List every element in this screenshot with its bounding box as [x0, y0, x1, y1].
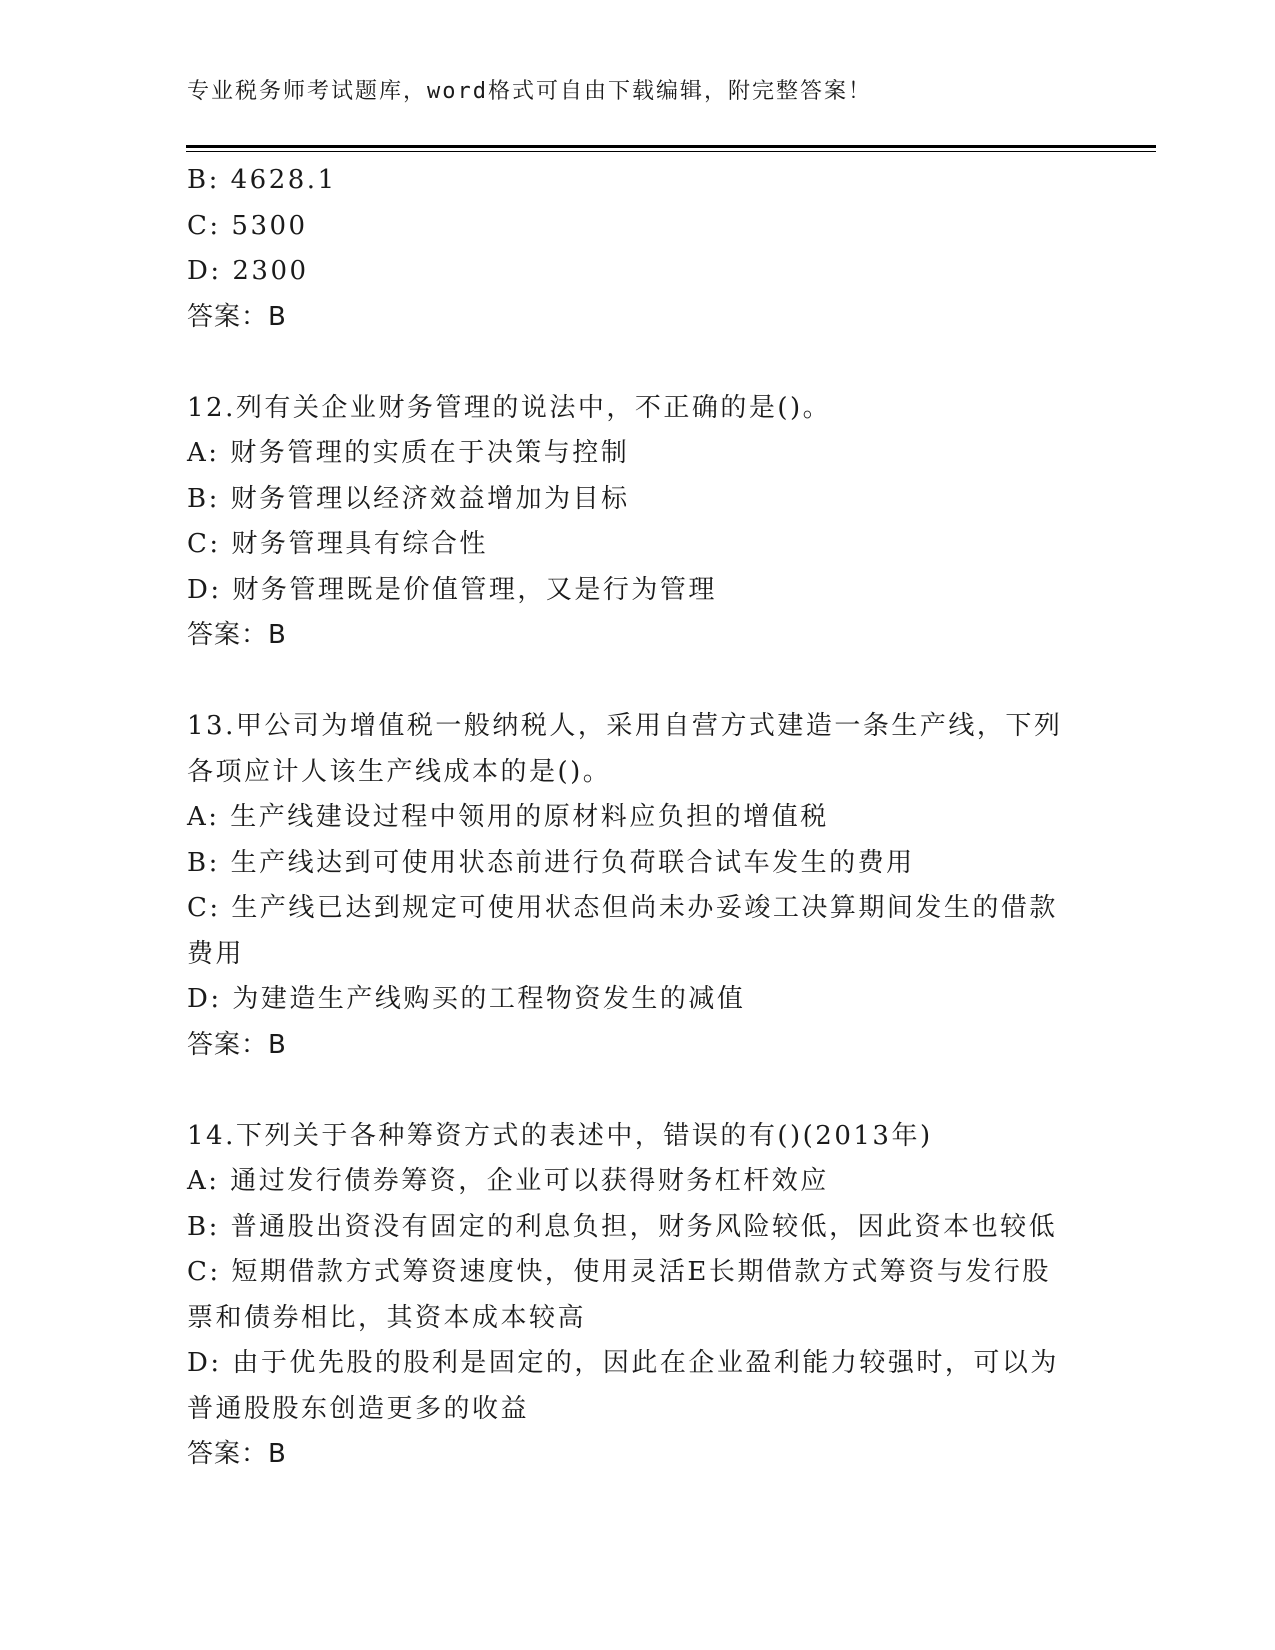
answer: 答案：B [187, 1029, 287, 1060]
answer: 答案：B [187, 620, 287, 650]
option-d-continued: 普通股股东创造更多的收益 [187, 1393, 530, 1424]
option-d: D: 财务管理既是价值管理，又是行为管理 [187, 574, 717, 605]
question-11-tail [187, 158, 1087, 340]
option-d: D: 2300 [187, 256, 309, 286]
option-c: C: 财务管理具有综合性 [187, 529, 488, 559]
option-d: D: 由于优先股的股利是固定的，因此在企业盈利能力较强时，可以为 [187, 1348, 1059, 1378]
option-b: B: 财务管理以经济效益增加为目标 [187, 483, 630, 514]
question-12 [187, 386, 1087, 659]
question-13 [187, 704, 1087, 1068]
option-d: D: 为建造生产线购买的工程物资发生的减值 [187, 984, 746, 1014]
option-c: C: 生产线已达到规定可使用状态但尚未办妥竣工决算期间发生的借款 [187, 893, 1058, 923]
question-stem: 12.列有关企业财务管理的说法中，不正确的是()。 [187, 392, 832, 423]
document-body [187, 158, 1087, 1478]
header-rule-thin [186, 151, 1156, 152]
option-c: C: 5300 [187, 210, 308, 241]
spacer [187, 659, 1087, 705]
question-stem-line-2: 各项应计人该生产线成本的是()。 [187, 756, 612, 787]
question-14 [187, 1114, 1087, 1478]
option-a: A: 生产线建设过程中领用的原材料应负担的增值税 [187, 802, 829, 832]
option-b: B: 生产线达到可使用状态前进行负荷联合试车发生的费用 [187, 847, 915, 878]
answer: 答案：B [187, 301, 287, 332]
option-c: C: 短期借款方式筹资速度快，使用灵活E长期借款方式筹资与发行股 [187, 1257, 1051, 1287]
option-b: B: 普通股出资没有固定的利息负担，财务风险较低，因此资本也较低 [187, 1211, 1058, 1242]
header-rule-thick [186, 145, 1156, 148]
option-a: A: 通过发行债券筹资，企业可以获得财务杠杆效应 [187, 1166, 829, 1196]
spacer [187, 340, 1087, 386]
option-a: A: 财务管理的实质在于决策与控制 [187, 438, 630, 468]
option-c-continued: 费用 [187, 938, 245, 969]
spacer [187, 1068, 1087, 1114]
option-b: B: 4628.1 [187, 165, 337, 195]
option-c-continued: 票和债券相比，其资本成本较高 [187, 1302, 587, 1333]
answer: 答案：B [187, 1439, 287, 1469]
question-stem: 14.下列关于各种筹资方式的表述中，错误的有()(2013年) [187, 1120, 933, 1151]
page-header: 专业税务师考试题库，word格式可自由下载编辑，附完整答案！ [187, 79, 872, 104]
question-stem-line-1: 13.甲公司为增值税一般纳税人，采用自营方式建造一条生产线，下列 [187, 711, 1063, 741]
